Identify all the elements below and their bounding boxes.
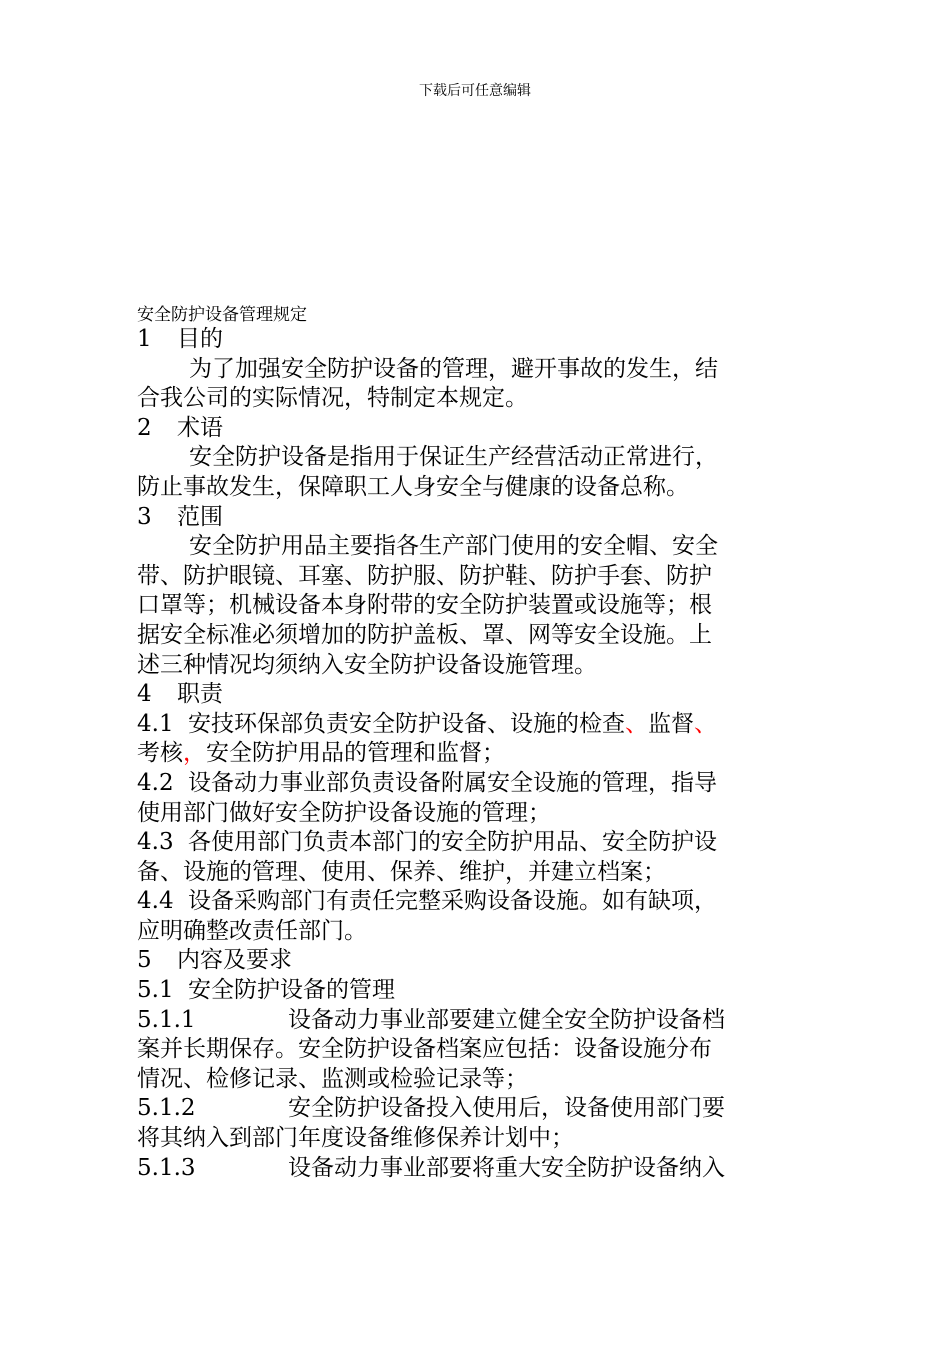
section-title: 内容及要求 <box>177 947 292 974</box>
section-number: 1 <box>137 326 152 352</box>
document-body <box>137 325 817 1183</box>
clause-4-3 <box>137 828 817 858</box>
paragraph-line: 情况、检修记录、监测或检验记录等； <box>137 1065 528 1092</box>
section-heading-2 <box>137 414 817 444</box>
section-heading-1 <box>137 325 817 355</box>
paragraph-line: 据安全标准必须增加的防护盖板、罩、网等安全设施。上 <box>137 621 712 648</box>
paragraph-line: 述三种情况均须纳入安全防护设备设施管理。 <box>137 651 597 678</box>
paragraph-line: 为了加强安全防护设备的管理，避开事故的发生，结 <box>189 355 718 382</box>
clause-text: 设备采购部门有责任完整采购设备设施。如有缺项， <box>188 888 717 915</box>
subsection-number: 5.1 <box>137 977 174 1004</box>
clause-4-4 <box>137 887 817 917</box>
paragraph-line: 带、防护眼镜、耳塞、防护服、防护鞋、防护手套、防护 <box>137 562 712 589</box>
clause-text: 设备动力事业部负责设备附属安全设施的管理，指导 <box>188 769 717 796</box>
clause-number: 4.1 <box>137 710 174 737</box>
section-heading-4 <box>137 680 817 710</box>
clause-number: 5.1.3 <box>137 1154 196 1181</box>
paragraph-line: 安全防护用品主要指各生产部门使用的安全帽、安全 <box>189 533 718 560</box>
clause-number: 4.2 <box>137 769 174 796</box>
clause-number: 4.4 <box>137 888 174 915</box>
clause-text: 各使用部门负责本部门的安全防护用品、安全防护设 <box>188 829 717 856</box>
paragraph-line: 口罩等；机械设备本身附带的安全防护装置或设施等；根 <box>137 592 712 619</box>
clause-text: 安全防护用品的管理和监督； <box>206 740 505 767</box>
paragraph-line: 安全防护设备是指用于保证生产经营活动正常进行， <box>189 444 718 471</box>
subsection-title: 安全防护设备的管理 <box>188 977 395 1004</box>
red-separator: 、 <box>694 710 717 737</box>
section-title: 目的 <box>177 326 223 352</box>
red-separator: ， <box>183 740 206 767</box>
clause-5-1-2 <box>137 1094 817 1124</box>
paragraph-line: 案并长期保存。安全防护设备档案应包括：设备设施分布 <box>137 1036 712 1063</box>
paragraph-line: 将其纳入到部门年度设备维修保养计划中； <box>137 1125 574 1152</box>
clause-text: 监督 <box>648 710 694 737</box>
section-heading-5 <box>137 946 817 976</box>
clause-number: 5.1.2 <box>137 1095 196 1122</box>
clause-text: 考核 <box>137 740 183 767</box>
clause-5-1-1 <box>137 1006 817 1036</box>
paragraph-line: 防止事故发生，保障职工人身安全与健康的设备总称。 <box>137 473 689 500</box>
section-title: 术语 <box>177 414 223 441</box>
section-number: 3 <box>137 503 152 530</box>
paragraph-line: 合我公司的实际情况，特制定本规定。 <box>137 385 528 412</box>
section-title: 职责 <box>177 681 223 708</box>
clause-4-1 <box>137 710 817 740</box>
paragraph-line: 备、设施的管理、使用、保养、维护，并建立档案； <box>137 858 666 885</box>
clause-text: 设备动力事业部要将重大安全防护设备纳入 <box>288 1154 725 1181</box>
clause-number: 5.1.1 <box>137 1006 196 1033</box>
clause-4-2 <box>137 769 817 799</box>
document-title: 安全防护设备管理规定 <box>137 305 307 325</box>
clause-number: 4.3 <box>137 829 174 856</box>
paragraph-line: 使用部门做好安全防护设备设施的管理； <box>137 799 551 826</box>
red-separator: 、 <box>625 710 648 737</box>
clause-text: 安全防护设备投入使用后，设备使用部门要 <box>288 1095 725 1122</box>
clause-4-1-continued <box>137 739 817 769</box>
section-number: 4 <box>137 681 152 708</box>
page-header: 下载后可任意编辑 <box>419 83 531 99</box>
paragraph-line: 应明确整改责任部门。 <box>137 917 367 944</box>
clause-text: 设备动力事业部要建立健全安全防护设备档 <box>288 1006 725 1033</box>
section-heading-3 <box>137 503 817 533</box>
clause-5-1-3 <box>137 1154 817 1184</box>
section-number: 5 <box>137 947 152 974</box>
section-title: 范围 <box>177 503 223 530</box>
subsection-heading-5-1 <box>137 976 817 1006</box>
section-number: 2 <box>137 414 152 441</box>
clause-text: 安技环保部负责安全防护设备、设施的检查 <box>188 710 625 737</box>
